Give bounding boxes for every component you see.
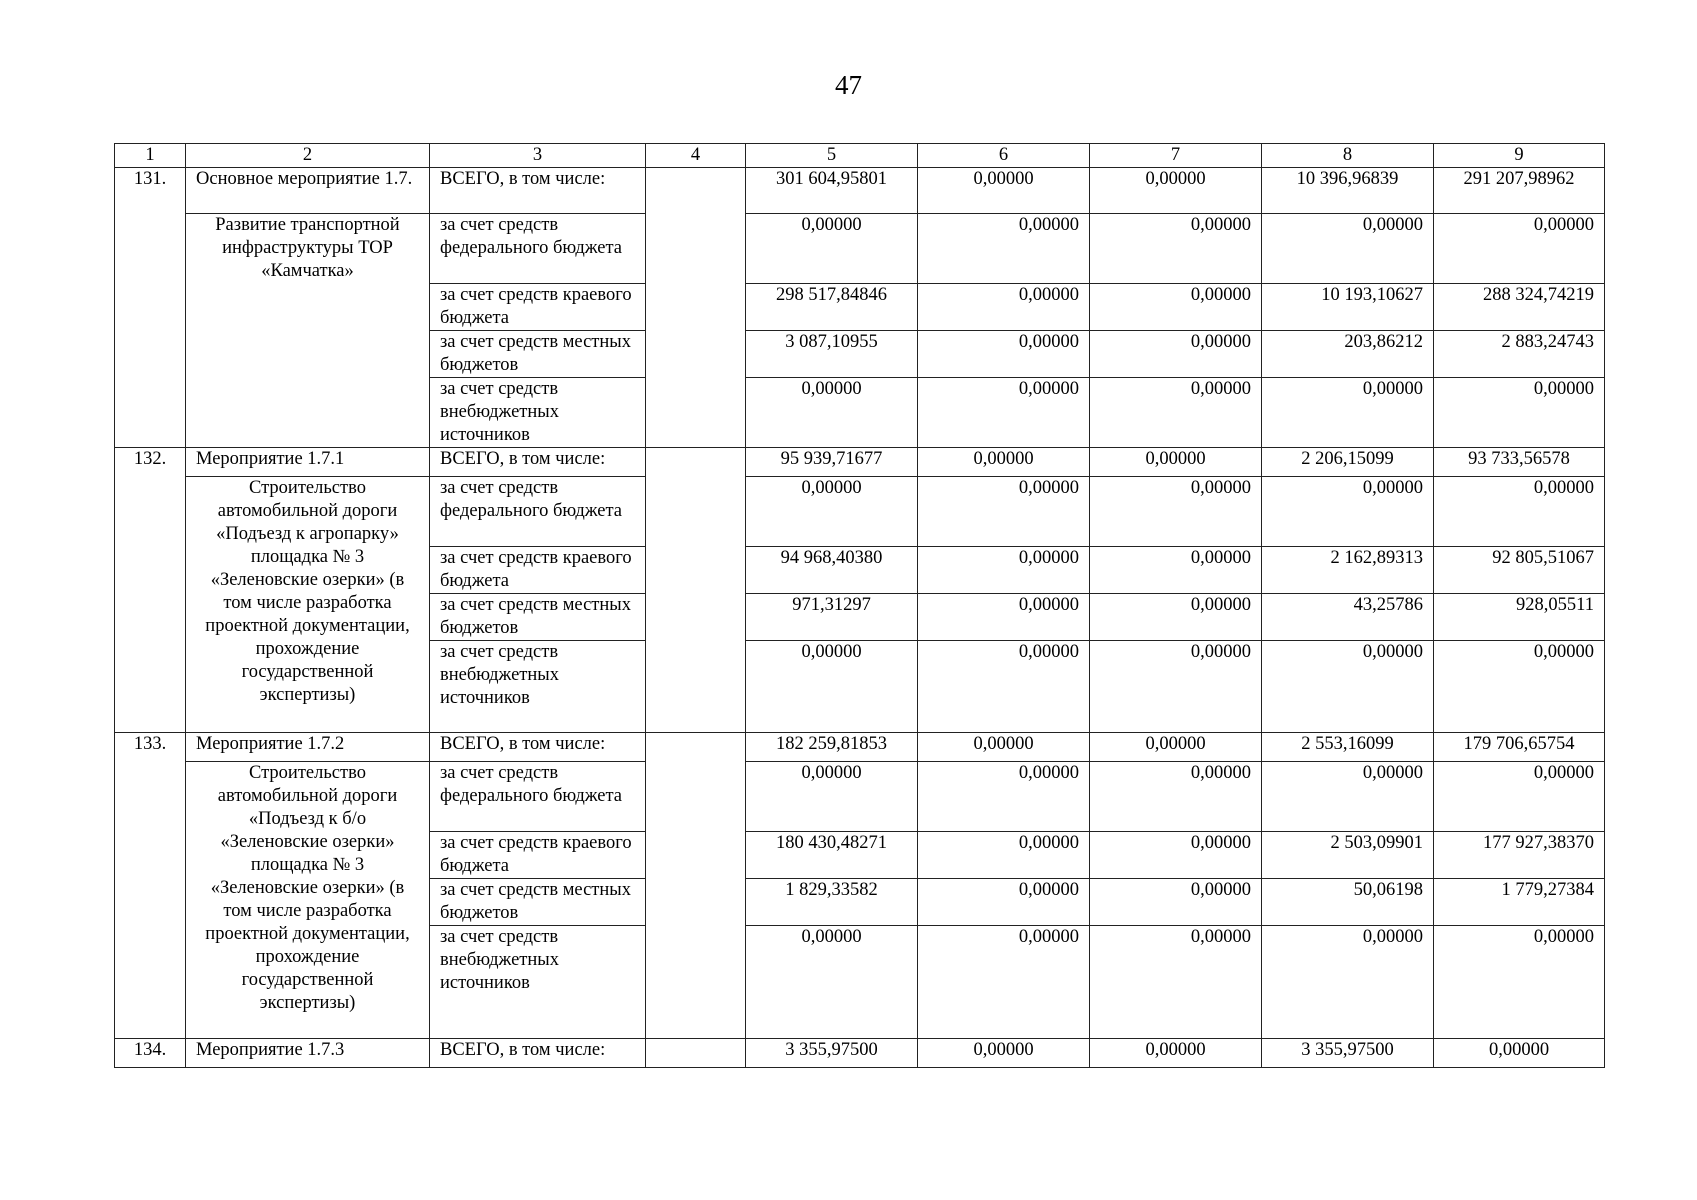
value-cell: 0,00000 (918, 641, 1090, 733)
source-label: ВСЕГО, в том числе: (430, 1039, 646, 1068)
source-label: за счет средств федерального бюджета (430, 477, 646, 547)
source-label: за счет средств краевого бюджета (430, 284, 646, 331)
value-cell: 0,00000 (918, 477, 1090, 547)
value-cell: 0,00000 (1090, 448, 1262, 477)
value-cell: 971,31297 (746, 594, 918, 641)
value-cell: 0,00000 (918, 832, 1090, 879)
col4-cell (646, 168, 746, 448)
value-cell: 203,86212 (1262, 331, 1434, 378)
value-cell: 0,00000 (746, 477, 918, 547)
value-cell: 2 206,15099 (1262, 448, 1434, 477)
value-cell: 0,00000 (918, 168, 1090, 214)
value-cell: 0,00000 (1090, 168, 1262, 214)
value-cell: 1 779,27384 (1434, 879, 1605, 926)
value-cell: 0,00000 (1434, 641, 1605, 733)
table-header-row (115, 144, 1605, 168)
value-cell: 0,00000 (1090, 378, 1262, 448)
value-cell: 928,05511 (1434, 594, 1605, 641)
header-cell: 9 (1434, 144, 1605, 168)
value-cell: 0,00000 (1090, 477, 1262, 547)
value-cell: 3 355,97500 (746, 1039, 918, 1068)
source-label: ВСЕГО, в том числе: (430, 733, 646, 762)
value-cell: 0,00000 (1090, 214, 1262, 284)
value-cell: 0,00000 (1090, 331, 1262, 378)
table-row-source (115, 214, 1605, 284)
value-cell: 0,00000 (1262, 926, 1434, 1039)
header-cell: 8 (1262, 144, 1434, 168)
value-cell: 92 805,51067 (1434, 547, 1605, 594)
value-cell: 0,00000 (1090, 1039, 1262, 1068)
value-cell: 0,00000 (1434, 214, 1605, 284)
value-cell: 0,00000 (1090, 594, 1262, 641)
value-cell: 301 604,95801 (746, 168, 918, 214)
value-cell: 0,00000 (918, 879, 1090, 926)
header-cell: 7 (1090, 144, 1262, 168)
value-cell: 0,00000 (1434, 926, 1605, 1039)
value-cell: 0,00000 (918, 448, 1090, 477)
value-cell: 0,00000 (1090, 284, 1262, 331)
value-cell: 179 706,65754 (1434, 733, 1605, 762)
value-cell: 0,00000 (746, 378, 918, 448)
budget-table (114, 143, 1605, 1068)
value-cell: 0,00000 (746, 214, 918, 284)
value-cell: 0,00000 (1090, 733, 1262, 762)
value-cell: 0,00000 (918, 547, 1090, 594)
value-cell: 0,00000 (746, 762, 918, 832)
source-label: за счет средств краевого бюджета (430, 547, 646, 594)
value-cell: 0,00000 (1262, 477, 1434, 547)
value-cell: 0,00000 (918, 594, 1090, 641)
value-cell: 0,00000 (918, 331, 1090, 378)
value-cell: 50,06198 (1262, 879, 1434, 926)
activity-description: Строительство автомобильной дороги «Подъезд к б/о «Зеленовские озерки» площадка № 3 «Зеленовские озерки» (в том числе разработка проектной документации, прохождение государственной экспертизы) (186, 762, 430, 1039)
value-cell: 180 430,48271 (746, 832, 918, 879)
source-label: за счет средств местных бюджетов (430, 594, 646, 641)
value-cell: 0,00000 (1262, 378, 1434, 448)
source-label: за счет средств местных бюджетов (430, 331, 646, 378)
row-number: 131. (115, 168, 186, 448)
value-cell: 0,00000 (1262, 214, 1434, 284)
value-cell: 298 517,84846 (746, 284, 918, 331)
value-cell: 0,00000 (918, 926, 1090, 1039)
value-cell: 94 968,40380 (746, 547, 918, 594)
value-cell: 0,00000 (918, 733, 1090, 762)
value-cell: 0,00000 (1434, 762, 1605, 832)
source-label: ВСЕГО, в том числе: (430, 448, 646, 477)
value-cell: 182 259,81853 (746, 733, 918, 762)
source-label: за счет средств федерального бюджета (430, 762, 646, 832)
value-cell: 288 324,74219 (1434, 284, 1605, 331)
value-cell: 0,00000 (1090, 879, 1262, 926)
col4-cell (646, 448, 746, 733)
source-label: за счет средств внебюджетных источников (430, 378, 646, 448)
value-cell: 93 733,56578 (1434, 448, 1605, 477)
row-number: 134. (115, 1039, 186, 1068)
value-cell: 0,00000 (918, 378, 1090, 448)
value-cell: 10 396,96839 (1262, 168, 1434, 214)
value-cell: 2 553,16099 (1262, 733, 1434, 762)
table-row-total (115, 168, 1605, 214)
source-label: ВСЕГО, в том числе: (430, 168, 646, 214)
header-cell: 4 (646, 144, 746, 168)
activity-description: Строительство автомобильной дороги «Подъезд к агропарку» площадка № 3 «Зеленовские озерки» (в том числе разработка проектной документации, прохождение государственной экспертизы) (186, 477, 430, 733)
value-cell: 0,00000 (1090, 762, 1262, 832)
value-cell: 2 883,24743 (1434, 331, 1605, 378)
page-number: 47 (835, 70, 862, 100)
value-cell: 0,00000 (1090, 926, 1262, 1039)
table-row-source (115, 477, 1605, 547)
header-cell: 1 (115, 144, 186, 168)
value-cell: 0,00000 (1262, 762, 1434, 832)
col4-cell (646, 733, 746, 1039)
value-cell: 43,25786 (1262, 594, 1434, 641)
source-label: за счет средств краевого бюджета (430, 832, 646, 879)
table-row-total (115, 448, 1605, 477)
value-cell: 291 207,98962 (1434, 168, 1605, 214)
table-row-source (115, 762, 1605, 832)
value-cell: 3 087,10955 (746, 331, 918, 378)
header-cell: 3 (430, 144, 646, 168)
table-row-total (115, 1039, 1605, 1068)
col4-cell (646, 1039, 746, 1068)
value-cell: 0,00000 (918, 762, 1090, 832)
value-cell: 0,00000 (746, 926, 918, 1039)
value-cell: 0,00000 (1434, 1039, 1605, 1068)
table-row-total (115, 733, 1605, 762)
value-cell: 0,00000 (918, 284, 1090, 331)
value-cell: 0,00000 (1434, 378, 1605, 448)
value-cell: 0,00000 (746, 641, 918, 733)
value-cell: 0,00000 (1262, 641, 1434, 733)
activity-title: Мероприятие 1.7.1 (186, 448, 430, 477)
value-cell: 177 927,38370 (1434, 832, 1605, 879)
source-label: за счет средств местных бюджетов (430, 879, 646, 926)
row-number: 133. (115, 733, 186, 1039)
source-label: за счет средств федерального бюджета (430, 214, 646, 284)
value-cell: 0,00000 (1090, 832, 1262, 879)
value-cell: 0,00000 (918, 214, 1090, 284)
activity-title: Мероприятие 1.7.3 (186, 1039, 430, 1068)
activity-title: Мероприятие 1.7.2 (186, 733, 430, 762)
activity-title: Основное мероприятие 1.7. (186, 168, 430, 214)
header-cell: 5 (746, 144, 918, 168)
source-label: за счет средств внебюджетных источников (430, 926, 646, 1039)
value-cell: 0,00000 (1090, 641, 1262, 733)
value-cell: 0,00000 (1090, 547, 1262, 594)
value-cell: 0,00000 (1434, 477, 1605, 547)
value-cell: 10 193,10627 (1262, 284, 1434, 331)
value-cell: 2 503,09901 (1262, 832, 1434, 879)
row-number: 132. (115, 448, 186, 733)
activity-description: Развитие транспортной инфраструктуры ТОР «Камчатка» (186, 214, 430, 448)
source-label: за счет средств внебюджетных источников (430, 641, 646, 733)
header-cell: 6 (918, 144, 1090, 168)
value-cell: 1 829,33582 (746, 879, 918, 926)
value-cell: 3 355,97500 (1262, 1039, 1434, 1068)
value-cell: 2 162,89313 (1262, 547, 1434, 594)
value-cell: 0,00000 (918, 1039, 1090, 1068)
value-cell: 95 939,71677 (746, 448, 918, 477)
header-cell: 2 (186, 144, 430, 168)
